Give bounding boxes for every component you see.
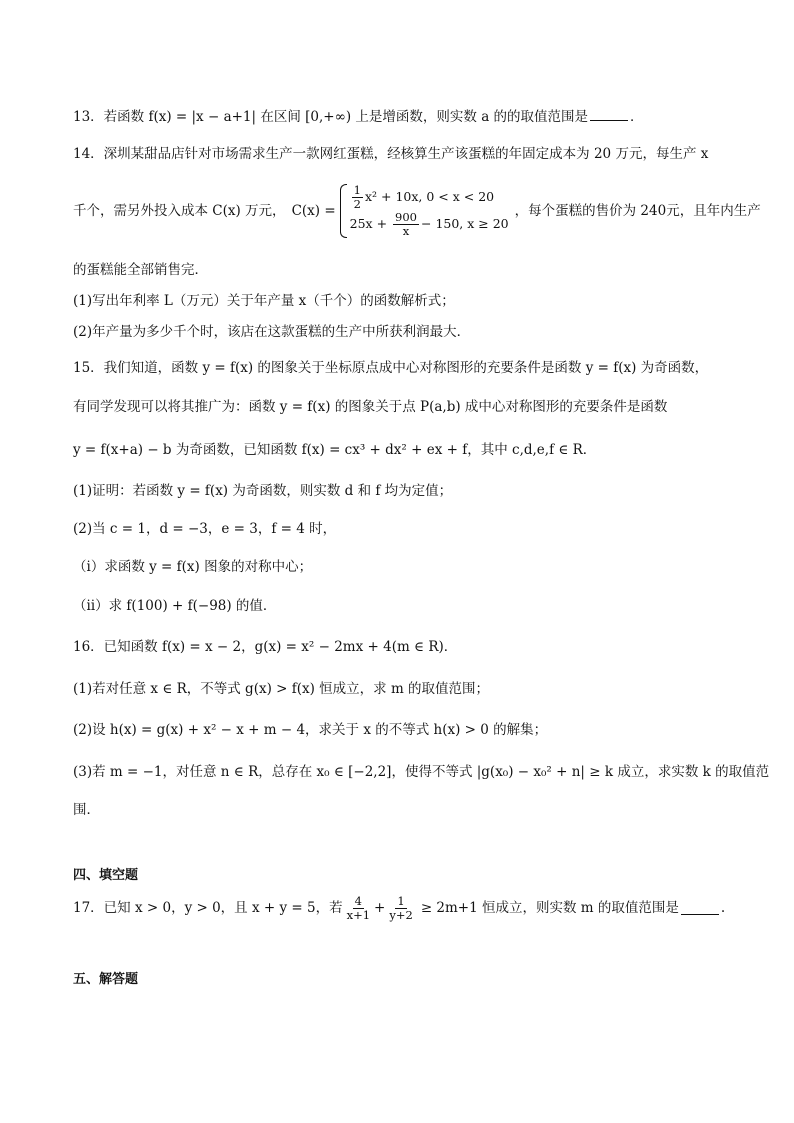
q17-fraction-1: $\frac{4}{x+1}$ <box>346 893 371 922</box>
q15-sub1: （ⅰ）求函数 y = f(x) 图象的对称中心； <box>73 559 313 575</box>
q14-line2 <box>73 183 761 238</box>
question-17 <box>73 885 754 931</box>
q15-part2: (2)当 c = 1，d = −3，e = 3，f = 4 时， <box>73 521 337 537</box>
q14-part1: (1)写出年利率 L（万元）关于年产量 x（千个）的函数解析式； <box>73 293 455 309</box>
section-4-heading: 四、填空题 <box>73 868 139 883</box>
q13-text: 13．若函数 f(x) = |x − a+1| 在区间 [0,+∞) 上是增函数，则实数 a 的的取值范围是 <box>73 109 589 125</box>
q16-part1: (1)若对任意 x ∈ R，不等式 g(x) > f(x) 恒成立，求 m 的取值范围； <box>73 681 490 697</box>
q16-part3-end: 围． <box>73 802 100 818</box>
q14-case-1: $\frac{1}{2}$ x² + 10x, 0 < x < 20 <box>353 183 495 211</box>
q14-line2-pre: 千个，需另外投入成本 C(x) 万元， <box>73 203 286 219</box>
q14-line1: 14．深圳某甜品店针对市场需求生产一款网红蛋糕，经核算生产该蛋糕的年固定成本为 20 万元，每生产 x <box>73 146 709 162</box>
q15-line3: y = f(x+a) − b 为奇函数，已知函数 f(x) = cx³ + dx² + ex + f，其中 c,d,e,f ∈ R． <box>73 442 597 458</box>
q15-part1: (1)证明：若函数 y = f(x) 为奇函数，则实数 d 和 f 均为定值； <box>73 483 453 499</box>
q15-sub2: （ⅱ）求 f(100) + f(−98) 的值． <box>73 598 277 614</box>
question-13 <box>73 107 754 127</box>
q17-pre: 17．已知 x > 0，y > 0，且 x + y = 5，若 <box>73 900 343 916</box>
q15-line2: 有同学发现可以将其推广为：函数 y = f(x) 的图象关于点 P(a,b) 成中心对称图形的充要条件是函数 <box>73 399 668 415</box>
q13-end: ． <box>630 109 644 125</box>
q14-case1-fraction: $\frac{1}{2}$ <box>353 183 361 211</box>
q16-line1: 16．已知函数 f(x) = x − 2，g(x) = x² − 2mx + 4(m ∈ R)． <box>73 639 458 655</box>
q16-part3: (3)若 m = −1，对任意 n ∈ R，总存在 x₀ ∈ [−2,2]，使得不等式 |g(x₀) − x₀² + n| ≥ k 成立，求实数 k 的取值范 <box>73 764 770 780</box>
section-5-heading: 五、解答题 <box>73 972 139 987</box>
q14-line3: 的蛋糕能全部销售完． <box>73 262 208 278</box>
q17-answer-blank <box>681 902 719 915</box>
q17-plus: + <box>374 900 386 916</box>
q14-line2-post: ，每个蛋糕的售价为 240元，且年内生产 <box>514 203 761 219</box>
q15-line1: 15．我们知道，函数 y = f(x) 的图象关于坐标原点成中心对称图形的充要条件是函数 y = f(x) 为奇函数， <box>73 360 709 376</box>
q17-post: ≥ 2m+1 恒成立，则实数 m 的取值范围是 <box>420 900 679 916</box>
q14-case-2: 25x + $\frac{900}{x}$ − 150, x ≥ 20 <box>349 210 509 238</box>
q14-func-label: C(x) = <box>291 203 336 219</box>
q16-part2: (2)设 h(x) = g(x) + x² − x + m − 4，求关于 x 的不等式 h(x) > 0 的解集； <box>73 722 548 738</box>
left-brace <box>340 184 347 238</box>
q14-case2-fraction: $\frac{900}{x}$ <box>395 210 417 238</box>
q14-piecewise-function <box>340 184 509 238</box>
q17-end: . <box>720 900 726 916</box>
q13-answer-blank <box>590 108 628 121</box>
q17-fraction-2: $\frac{1}{y+2}$ <box>389 893 413 922</box>
q14-part2: (2)年产量为多少千个时，该店在这款蛋糕的生产中所获利润最大． <box>73 324 471 340</box>
